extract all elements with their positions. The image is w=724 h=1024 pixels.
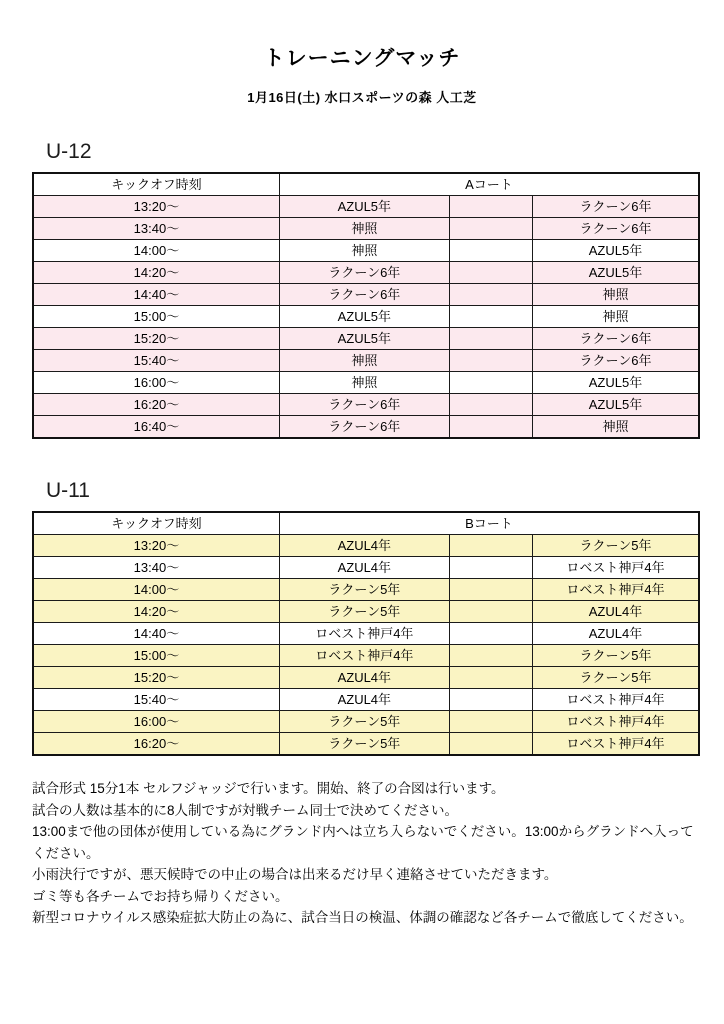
- vs-spacer-cell: [449, 689, 532, 711]
- section-label-u12: U-12: [46, 140, 92, 163]
- away-team-cell: ロベスト神戸4年: [532, 711, 699, 733]
- table-body-u11: [33, 535, 699, 756]
- match-row: [33, 689, 699, 711]
- vs-spacer-cell: [449, 372, 532, 394]
- note-line: 小雨決行ですが、悪天候時での中止の場合は出来るだけ早く連絡させていただきます。: [32, 867, 558, 882]
- kickoff-time-cell: 13:20～: [33, 196, 279, 218]
- table-body-u12: [33, 196, 699, 439]
- match-table-u12: [32, 172, 700, 439]
- away-team-cell: ラクーン5年: [532, 535, 699, 557]
- table-header-row: [33, 512, 699, 535]
- away-team-cell: ラクーン6年: [532, 350, 699, 372]
- away-team-cell: AZUL4年: [532, 601, 699, 623]
- away-team-cell: ロベスト神戸4年: [532, 557, 699, 579]
- away-team-cell: AZUL5年: [532, 372, 699, 394]
- court-header: Aコート: [279, 173, 699, 196]
- match-row: [33, 535, 699, 557]
- kickoff-time-cell: 14:00～: [33, 240, 279, 262]
- match-row: [33, 645, 699, 667]
- home-team-cell: ラクーン5年: [279, 601, 449, 623]
- vs-spacer-cell: [449, 394, 532, 416]
- kickoff-time-cell: 14:40～: [33, 284, 279, 306]
- match-row: [33, 240, 699, 262]
- home-team-cell: ロベスト神戸4年: [279, 645, 449, 667]
- kickoff-time-cell: 13:40～: [33, 557, 279, 579]
- match-row: [33, 557, 699, 579]
- vs-spacer-cell: [449, 601, 532, 623]
- vs-spacer-cell: [449, 218, 532, 240]
- vs-spacer-cell: [449, 306, 532, 328]
- match-row: [33, 623, 699, 645]
- note-line: 試合の人数は基本的に8人制ですが対戦チーム同士で決めてください。: [32, 802, 459, 818]
- kickoff-time-header: キックオフ時刻: [33, 512, 279, 535]
- away-team-cell: 神照: [532, 416, 699, 439]
- away-team-cell: ロベスト神戸4年: [532, 733, 699, 756]
- home-team-cell: AZUL4年: [279, 667, 449, 689]
- note-line: 試合形式 15分1本 セルフジャッジで行います。開始、終了の合図は行います。: [32, 781, 505, 796]
- table-header-row: [33, 173, 699, 196]
- away-team-cell: ラクーン6年: [532, 218, 699, 240]
- match-row: [33, 711, 699, 733]
- vs-spacer-cell: [449, 240, 532, 262]
- kickoff-time-cell: 14:00～: [33, 579, 279, 601]
- vs-spacer-cell: [449, 557, 532, 579]
- vs-spacer-cell: [449, 284, 532, 306]
- home-team-cell: AZUL4年: [279, 535, 449, 557]
- match-row: [33, 372, 699, 394]
- home-team-cell: AZUL5年: [279, 328, 449, 350]
- note-line: 新型コロナウイルス感染症拡大防止の為に、試合当日の検温、体調の確認など各チームで徹底してください。: [32, 910, 693, 925]
- away-team-cell: AZUL5年: [532, 240, 699, 262]
- match-row: [33, 218, 699, 240]
- away-team-cell: AZUL4年: [532, 623, 699, 645]
- match-row: [33, 579, 699, 601]
- vs-spacer-cell: [449, 623, 532, 645]
- match-row: [33, 733, 699, 756]
- home-team-cell: 神照: [279, 372, 449, 394]
- home-team-cell: ラクーン6年: [279, 416, 449, 439]
- vs-spacer-cell: [449, 328, 532, 350]
- match-row: [33, 350, 699, 372]
- note-line: 13:00まで他の団体が使用している為にグランド内へは立ち入らないでください。13:00からグランドへ入ってください。: [32, 824, 694, 861]
- away-team-cell: ラクーン5年: [532, 645, 699, 667]
- page-title: トレーニングマッチ: [263, 47, 461, 70]
- match-row: [33, 196, 699, 218]
- kickoff-time-cell: 16:00～: [33, 372, 279, 394]
- vs-spacer-cell: [449, 579, 532, 601]
- vs-spacer-cell: [449, 262, 532, 284]
- home-team-cell: ラクーン5年: [279, 733, 449, 756]
- court-header: Bコート: [279, 512, 699, 535]
- match-table-u11: [32, 511, 700, 756]
- kickoff-time-cell: 16:40～: [33, 416, 279, 439]
- home-team-cell: ラクーン5年: [279, 711, 449, 733]
- match-row: [33, 306, 699, 328]
- kickoff-time-cell: 15:00～: [33, 306, 279, 328]
- vs-spacer-cell: [449, 350, 532, 372]
- page-subtitle: 1月16日(土) 水口スポーツの森 人工芝: [247, 90, 477, 105]
- match-row: [33, 416, 699, 439]
- vs-spacer-cell: [449, 416, 532, 439]
- notes-block: [0, 778, 724, 929]
- kickoff-time-cell: 14:20～: [33, 601, 279, 623]
- vs-spacer-cell: [449, 711, 532, 733]
- away-team-cell: ロベスト神戸4年: [532, 579, 699, 601]
- kickoff-time-cell: 16:20～: [33, 733, 279, 756]
- match-row: [33, 601, 699, 623]
- home-team-cell: ラクーン6年: [279, 284, 449, 306]
- away-team-cell: ラクーン5年: [532, 667, 699, 689]
- home-team-cell: ロベスト神戸4年: [279, 623, 449, 645]
- home-team-cell: 神照: [279, 240, 449, 262]
- match-row: [33, 394, 699, 416]
- away-team-cell: ラクーン6年: [532, 196, 699, 218]
- match-row: [33, 328, 699, 350]
- away-team-cell: ラクーン6年: [532, 328, 699, 350]
- home-team-cell: AZUL4年: [279, 557, 449, 579]
- away-team-cell: AZUL5年: [532, 262, 699, 284]
- away-team-cell: 神照: [532, 284, 699, 306]
- vs-spacer-cell: [449, 196, 532, 218]
- match-row: [33, 262, 699, 284]
- home-team-cell: AZUL5年: [279, 306, 449, 328]
- kickoff-time-cell: 15:40～: [33, 350, 279, 372]
- match-row: [33, 667, 699, 689]
- home-team-cell: ラクーン5年: [279, 579, 449, 601]
- home-team-cell: 神照: [279, 350, 449, 372]
- away-team-cell: ロベスト神戸4年: [532, 689, 699, 711]
- kickoff-time-cell: 15:20～: [33, 328, 279, 350]
- kickoff-time-cell: 14:20～: [33, 262, 279, 284]
- away-team-cell: 神照: [532, 306, 699, 328]
- home-team-cell: ラクーン6年: [279, 262, 449, 284]
- kickoff-time-header: キックオフ時刻: [33, 173, 279, 196]
- home-team-cell: AZUL5年: [279, 196, 449, 218]
- kickoff-time-cell: 16:00～: [33, 711, 279, 733]
- kickoff-time-cell: 13:20～: [33, 535, 279, 557]
- home-team-cell: ラクーン6年: [279, 394, 449, 416]
- section-label-u11: U-11: [46, 479, 90, 502]
- section-u11: [32, 479, 700, 756]
- kickoff-time-cell: 14:40～: [33, 623, 279, 645]
- kickoff-time-cell: 13:40～: [33, 218, 279, 240]
- vs-spacer-cell: [449, 667, 532, 689]
- home-team-cell: AZUL4年: [279, 689, 449, 711]
- vs-spacer-cell: [449, 535, 532, 557]
- kickoff-time-cell: 15:40～: [33, 689, 279, 711]
- note-line: ゴミ等も各チームでお持ち帰りください。: [32, 888, 289, 904]
- vs-spacer-cell: [449, 733, 532, 756]
- kickoff-time-cell: 15:00～: [33, 645, 279, 667]
- vs-spacer-cell: [449, 645, 532, 667]
- kickoff-time-cell: 15:20～: [33, 667, 279, 689]
- section-u12: [32, 140, 700, 439]
- away-team-cell: AZUL5年: [532, 394, 699, 416]
- home-team-cell: 神照: [279, 218, 449, 240]
- match-row: [33, 284, 699, 306]
- kickoff-time-cell: 16:20～: [33, 394, 279, 416]
